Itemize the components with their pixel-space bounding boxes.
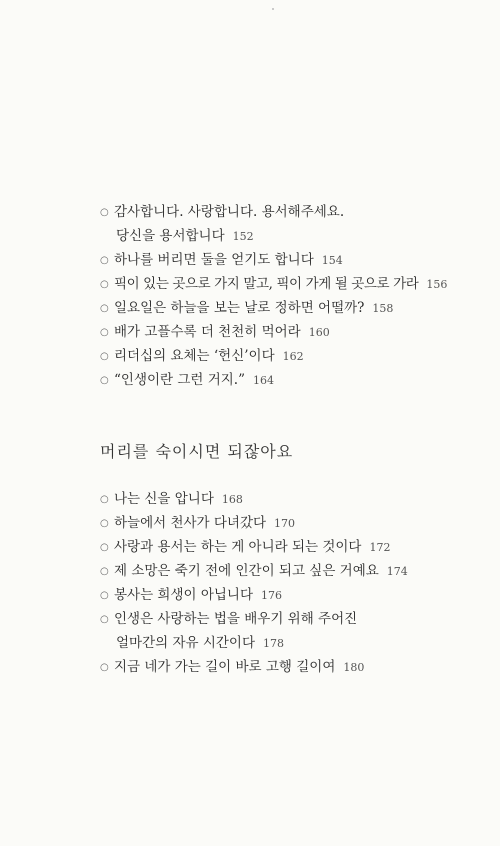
toc-entry	[100, 583, 480, 607]
toc-page-number: 172	[369, 541, 391, 554]
toc-entry	[100, 224, 480, 248]
toc-title: 하늘에서 천사가 다녀갔다	[114, 515, 267, 531]
toc-page-number: 162	[282, 350, 304, 363]
toc-entry	[100, 248, 480, 272]
toc-title: 사랑과 용서는 하는 게 아니라 되는 것이다	[114, 539, 362, 555]
toc-page-number: 152	[232, 230, 254, 243]
circle-bullet-icon: ○	[100, 566, 109, 577]
circle-bullet-icon: ○	[100, 518, 109, 529]
circle-bullet-icon: ○	[100, 662, 109, 673]
circle-bullet-icon: ○	[100, 207, 109, 218]
toc-page-number: 180	[343, 661, 365, 674]
toc-title: 봉사는 희생이 아닙니다	[114, 587, 253, 603]
toc-title: 픽이 있는 곳으로 가지 말고, 픽이 가게 될 곳으로 가라	[114, 276, 419, 292]
toc-entry	[100, 320, 480, 344]
toc-entry	[100, 200, 480, 224]
circle-bullet-icon: ○	[100, 590, 109, 601]
toc-title: “인생이란 그런 거지.”	[114, 372, 246, 388]
toc-entry	[100, 559, 480, 583]
circle-bullet-icon: ○	[100, 614, 109, 625]
page-mark	[272, 8, 274, 10]
toc-entry	[100, 655, 480, 679]
toc-entry	[100, 272, 480, 296]
circle-bullet-icon: ○	[100, 303, 109, 314]
toc-title: 하나를 버리면 둘을 얻기도 합니다	[114, 252, 314, 268]
toc-page-number: 178	[263, 637, 284, 650]
toc-title: 당신을 용서합니다	[116, 228, 225, 244]
toc-entry	[100, 631, 480, 655]
toc-title: 일요일은 하늘을 보는 날로 정하면 어떨까?	[114, 300, 365, 316]
toc-title: 지금 네가 가는 길이 바로 고행 길이여	[114, 659, 336, 675]
toc-entry	[100, 607, 480, 631]
circle-bullet-icon: ○	[100, 255, 109, 266]
section-title: 머리를 숙이시면 되잖아요	[100, 442, 294, 461]
circle-bullet-icon: ○	[100, 494, 109, 505]
toc-page-number: 158	[372, 302, 394, 315]
toc-page-number: 154	[321, 254, 343, 267]
toc-entry	[100, 344, 480, 368]
toc-title: 얼마간의 자유 시간이다	[116, 635, 255, 651]
toc-list-1	[100, 200, 480, 392]
toc-list-2	[100, 487, 480, 679]
circle-bullet-icon: ○	[100, 327, 109, 338]
circle-bullet-icon: ○	[100, 375, 109, 386]
toc-page-number: 160	[308, 326, 330, 339]
toc-title: 제 소망은 죽기 전에 인간이 되고 싶은 거예요	[114, 563, 379, 579]
toc-title: 감사합니다. 사랑합니다. 용서해주세요.	[114, 204, 345, 220]
toc-page-number: 176	[261, 589, 282, 602]
toc-entry	[100, 511, 480, 535]
circle-bullet-icon: ○	[100, 542, 109, 553]
circle-bullet-icon: ○	[100, 351, 109, 362]
toc-entry	[100, 296, 480, 320]
toc-page-number: 174	[386, 565, 408, 578]
toc-title: 나는 신을 압니다	[114, 491, 214, 507]
toc-title: 인생은 사랑하는 법을 배우기 위해 주어진	[114, 611, 358, 627]
toc-page-number: 156	[426, 278, 448, 291]
toc-title: 리더십의 요체는 ‘헌신’이다	[114, 348, 275, 364]
toc-page-number: 168	[221, 493, 243, 506]
toc-entry	[100, 368, 480, 392]
toc-title: 배가 고플수록 더 천천히 먹어라	[114, 324, 301, 340]
toc-entry	[100, 535, 480, 559]
toc-entry	[100, 487, 480, 511]
toc-page-number: 164	[253, 374, 275, 387]
circle-bullet-icon: ○	[100, 279, 109, 290]
toc-page-number: 170	[274, 517, 296, 530]
